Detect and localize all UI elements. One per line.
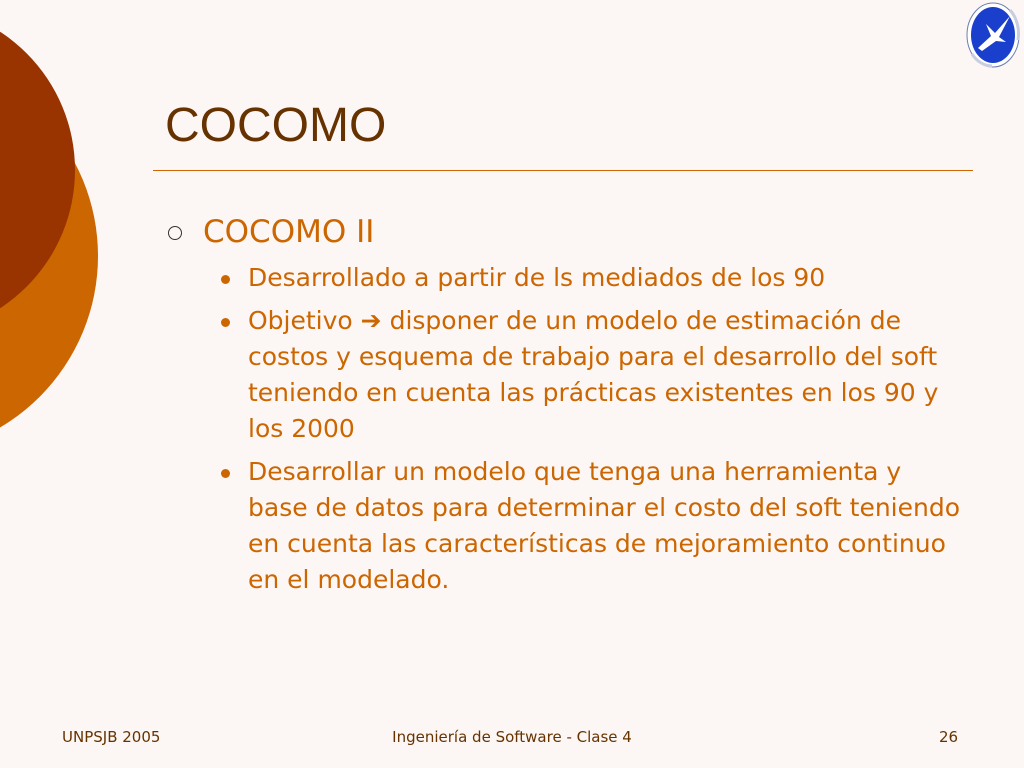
level1-item-text: COCOMO II: [203, 214, 375, 250]
university-seal-logo-icon: [966, 2, 1020, 68]
list-item-suffix: disponer de un modelo de estimación de costos y esquema de trabajo para el desarrollo del soft teniendo en cuenta las prácticas existentes en los 90 y los 2000: [248, 306, 939, 443]
filled-circle-bullet-icon: [221, 469, 230, 478]
footer-institution: UNPSJB 2005: [62, 728, 161, 746]
list-item-text: Desarrollado a partir de ls mediados de los 90: [248, 263, 826, 292]
list-item-prefix: Objetivo: [248, 306, 361, 335]
slide-content: [165, 212, 965, 605]
footer-course: Ingeniería de Software - Clase 4: [392, 728, 632, 746]
title-divider: [153, 170, 973, 171]
slide-title: COCOMO: [165, 99, 387, 152]
list-item-text: Desarrollar un modelo que tenga una herramienta y base de datos para determinar el costo del soft teniendo en cuenta las características de mejoramiento continuo en el modelado.: [248, 457, 961, 594]
level1-item: [165, 212, 965, 252]
footer-page-number: 26: [939, 728, 959, 746]
hollow-circle-bullet-icon: [168, 226, 182, 240]
list-item: [165, 260, 968, 296]
level2-list: [165, 260, 965, 598]
filled-circle-bullet-icon: [221, 275, 230, 284]
list-item: [165, 303, 968, 447]
list-item: [165, 454, 968, 598]
right-arrow-icon: ➔: [360, 306, 382, 335]
filled-circle-bullet-icon: [221, 318, 230, 327]
